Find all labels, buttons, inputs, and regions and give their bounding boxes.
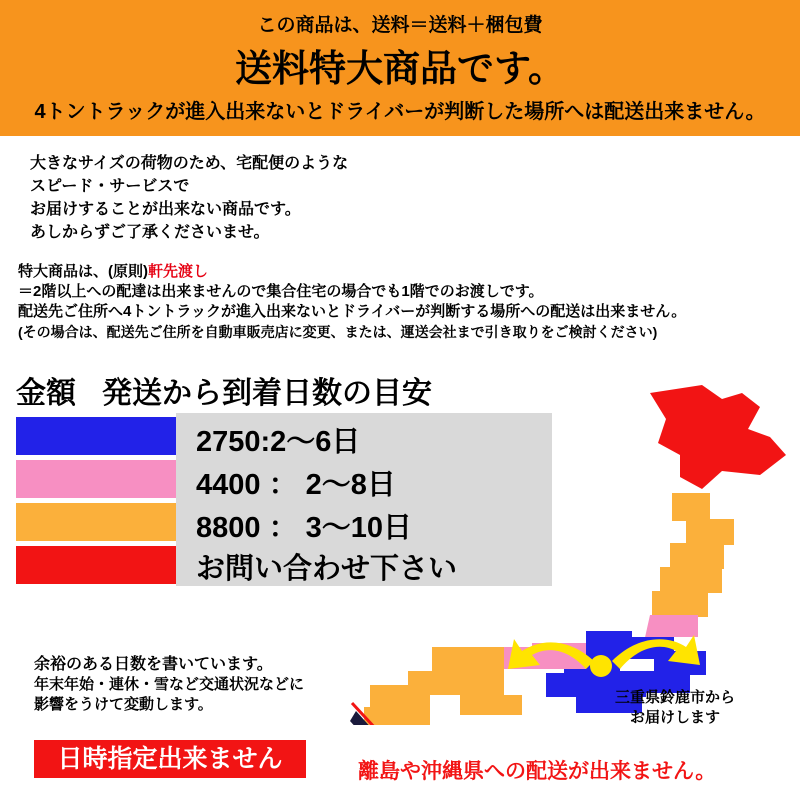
map-origin-marker: [590, 655, 612, 677]
intro-line-2: スピード・サービスで: [30, 178, 190, 195]
map-region-hokkaido: [650, 385, 786, 489]
banner-subtitle: この商品は、送料＝送料＋梱包費: [257, 15, 543, 36]
intro-line-4: あしからずご了承くださいませ。: [30, 224, 270, 241]
rate-row-label-blue: 2750:2〜6日: [196, 426, 361, 458]
rate-swatch-orange: [16, 503, 176, 541]
islands-exclusion-note: 離島や沖縄県への配送が出来ません。: [358, 760, 717, 783]
map-origin-caption-line-2: お届けします: [629, 709, 720, 726]
notes-line-1-highlight: 軒先渡し: [148, 263, 209, 280]
rate-table-color-column: [16, 413, 176, 586]
rate-table-heading-left: 金額: [16, 377, 76, 410]
intro-paragraph: [30, 152, 348, 244]
map-region-kyushu: [364, 685, 430, 725]
delivery-conditions-notes: [18, 262, 686, 342]
rate-swatch-blue: [16, 417, 176, 455]
rate-swatch-red: [16, 546, 176, 584]
rate-row-label-orange: 8800 ： 3〜10日: [196, 512, 413, 544]
notes-line-3: 配送先ご住所へ4トントラックが進入出来ないとドライバーが判断する場所への配送は出来ません。: [18, 303, 687, 320]
banner-warning: 4トントラックが進入出来ないとドライバーが判断した場所へは配送出来ません。: [34, 101, 766, 123]
notes-line-2: ＝2階以上への配達は出来ませんので集合住宅の場合でも1階でのお渡しです。: [18, 283, 544, 300]
map-origin-caption-line-1: 三重県鈴鹿市から: [614, 689, 735, 706]
header-banner: [0, 0, 800, 136]
intro-line-1: 大きなサイズの荷物のため、宅配便のような: [30, 155, 349, 172]
estimate-disclaimer-line-1: 余裕のある日数を書いています。: [34, 656, 273, 673]
rate-swatch-pink: [16, 460, 176, 498]
map-origin-caption: [600, 688, 750, 728]
banner-title: 送料特大商品です。: [234, 48, 566, 89]
rate-row-label-pink: 4400 ： 2〜8日: [196, 469, 396, 501]
no-datetime-badge: 日時指定出来ません: [34, 740, 306, 778]
map-region-tohoku: [652, 493, 734, 617]
rate-row-label-red: お問い合わせ下さい: [196, 553, 458, 585]
estimate-disclaimer-line-3: 影響をうけて変動します。: [34, 696, 213, 713]
estimate-disclaimer: [34, 655, 304, 715]
japan-shipping-map: [350, 385, 800, 725]
intro-line-3: お届けすることが出来ない商品です。: [30, 201, 301, 218]
notes-line-4: (その場合は、配送先ご住所を自動車販売店に変更、または、運送会社まで引き取りをご検討ください): [18, 324, 658, 340]
estimate-disclaimer-line-2: 年末年始・連休・雪など交通状況などに: [34, 676, 305, 693]
rate-table-heading-right: 発送から到着日数の目安: [102, 377, 432, 410]
notes-line-1-prefix: 特大商品は、(原則): [18, 263, 148, 280]
notes-line-1: [18, 262, 686, 282]
